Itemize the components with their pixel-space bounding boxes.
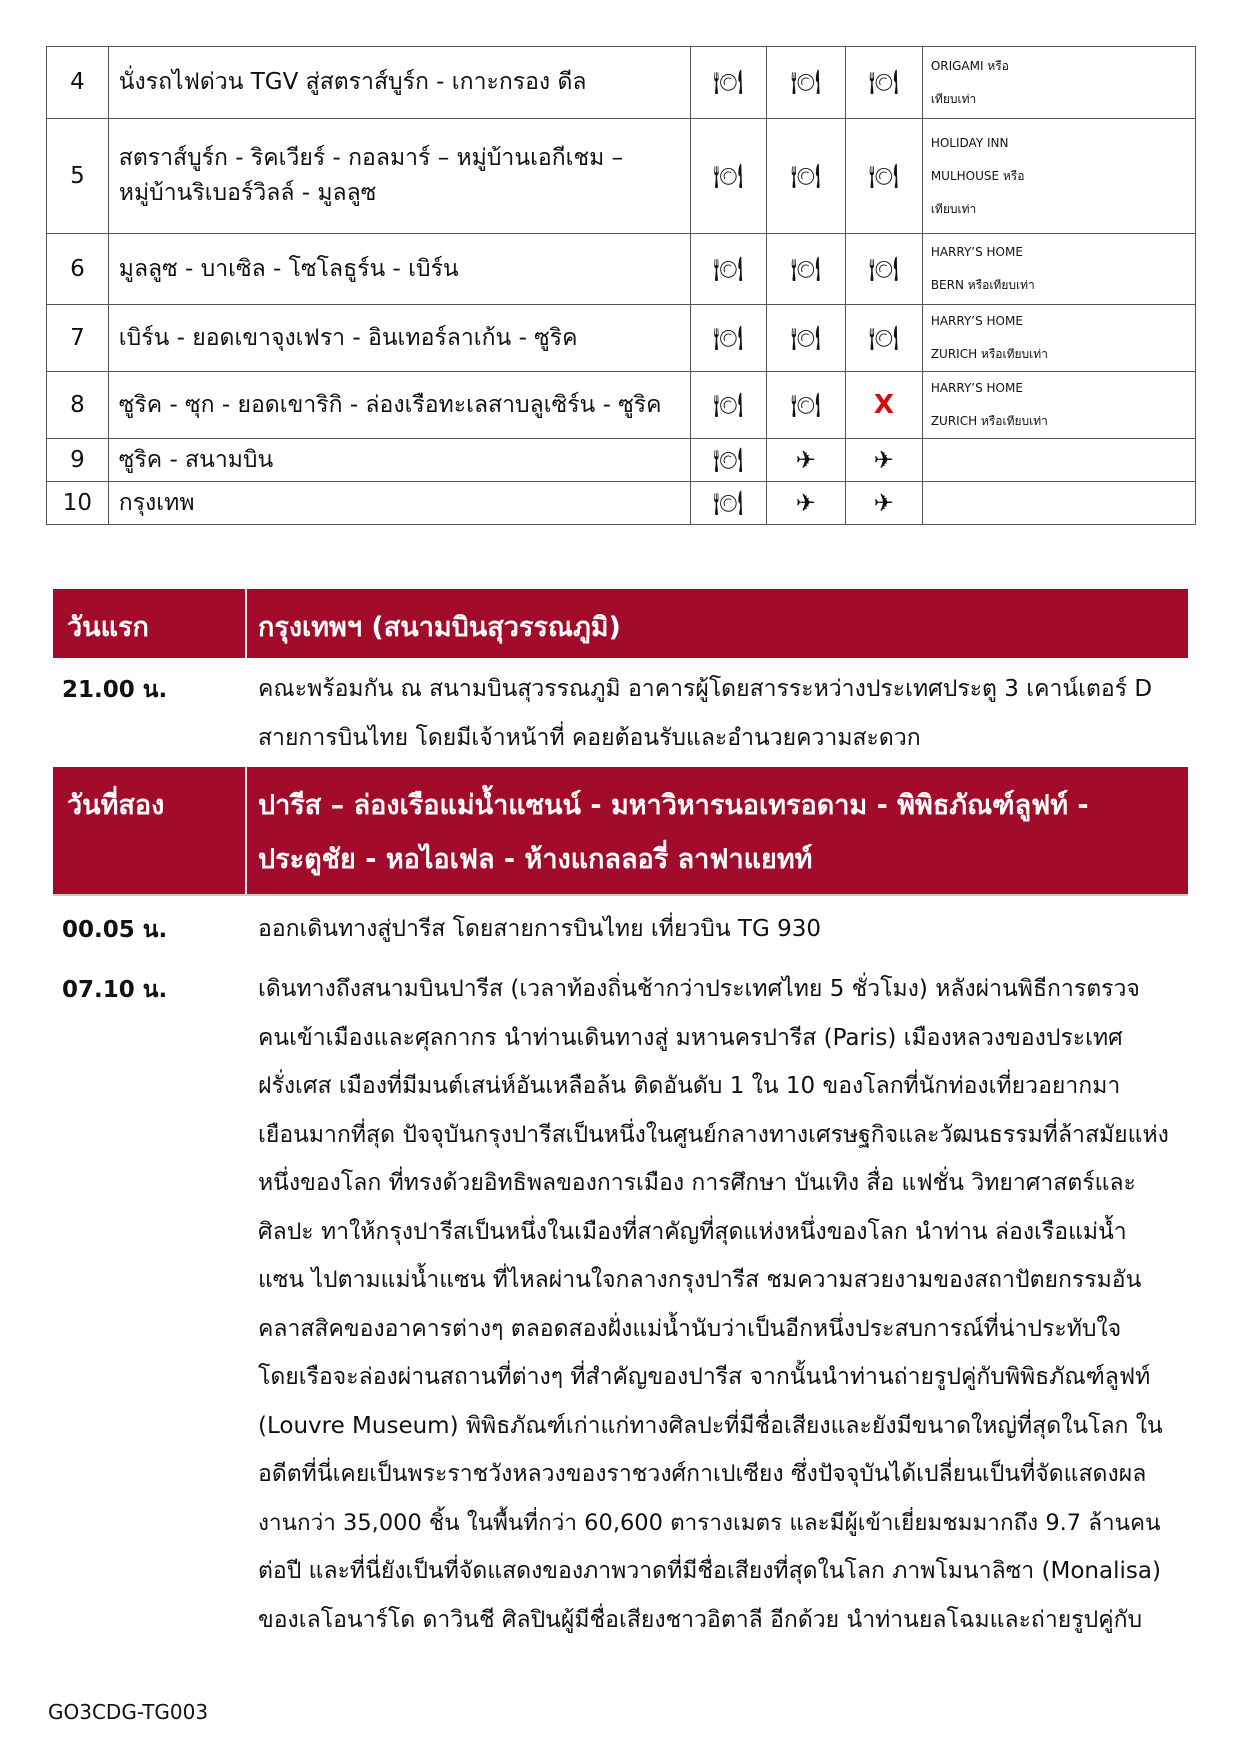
day2-time-departure: 00.05 น. (62, 917, 168, 943)
hotel-line: HARRY’S HOME (930, 381, 1023, 395)
dinner-icon: ✈ (845, 482, 922, 525)
day2-title-line2: ประตูชัย - หอไอเฟล - ห้างแกลลอรี่ ลาฟาแยทท์ (258, 844, 813, 875)
day2-body-line: อดีตที่นี่เคยเป็นพระราชวังหลวงของราชวงศ์กาเปเซียง ซึ่งปัจจุบันได้เปลี่ยนเป็นที่จัดแสดงผล (258, 1461, 1147, 1487)
table-row (47, 234, 1196, 305)
hotel-cell (922, 47, 1195, 119)
day2-departure-line: ออกเดินทางสู่ปารีส โดยสายการบินไทย เที่ยวบิน TG 930 (258, 916, 821, 942)
hotel-cell (922, 439, 1195, 482)
hotel-line: ZURICH หรือเทียบเท่า (930, 414, 1048, 428)
day-number: 10 (47, 482, 109, 525)
day1-time: 21.00 น. (62, 677, 168, 703)
route-line: นั่งรถไฟด่วน TGV สู่สตราส์บูร์ก - เกาะกรอง ดีล (118, 69, 587, 95)
route-line: เบิร์น - ยอดเขาจุงเฟรา - อินเทอร์ลาเก้น - ซูริค (118, 324, 578, 351)
lunch-icon: 🍽 (766, 119, 845, 234)
route-cell (108, 439, 690, 482)
hotel-line: เทียบเท่า (930, 91, 977, 106)
day-number: 8 (47, 372, 109, 439)
route-line: หมู่บ้านริเบอร์วิลล์ - มูลลูซ (118, 180, 377, 206)
hotel-line: HARRY’S HOME (930, 245, 1023, 259)
day2-body-line: หนึ่งของโลก ที่ทรงด้วยอิทธิพลของการเมือง การศึกษา บันเทิง สื่อ แฟชั่น วิทยาศาสตร์และ (258, 1170, 1136, 1196)
breakfast-icon: 🍽 (690, 119, 766, 234)
hotel-cell (922, 119, 1195, 234)
lunch-icon: 🍽 (766, 372, 845, 439)
table-row (47, 47, 1196, 119)
day1-header (53, 589, 1188, 658)
day1-text (258, 665, 1178, 762)
route-cell (108, 482, 690, 525)
route-line: สตราส์บูร์ก - ริคเวียร์ - กอลมาร์ – หมู่บ้านเอกีเชม – (118, 145, 624, 171)
table-row (47, 119, 1196, 234)
day1-line: สายการบินไทย โดยมีเจ้าหน้าที่ คอยต้อนรับและอำนวยความสะดวก (258, 724, 921, 751)
dinner-icon: 🍽 (845, 305, 922, 372)
day2-body-line: ต่อปี และที่นี่ยังเป็นที่จัดแสดงของภาพวาดที่มีชื่อเสียงที่สุดในโลก ภาพโมนาลิซา (Monalisa) (258, 1558, 1161, 1584)
hotel-cell (922, 305, 1195, 372)
day1-title: กรุงเทพฯ (สนามบินสุวรรณภูมิ) (258, 612, 621, 643)
lunch-icon: 🍽 (766, 234, 845, 305)
table-row (47, 482, 1196, 525)
table-row (47, 305, 1196, 372)
dinner-icon: ✈ (845, 439, 922, 482)
hotel-cell (922, 372, 1195, 439)
hotel-cell (922, 234, 1195, 305)
breakfast-icon: 🍽 (690, 439, 766, 482)
breakfast-icon: 🍽 (690, 482, 766, 525)
lunch-icon: 🍽 (766, 305, 845, 372)
day2-departure-text (258, 905, 1178, 954)
day2-body-line: งานกว่า 35,000 ชิ้น ในพื้นที่กว่า 60,600 ตารางเมตร และมีผู้เข้าเยี่ยมชมมากถึง 9.7 ล้านคน (258, 1509, 1161, 1536)
day2-header (53, 767, 1188, 894)
breakfast-icon: 🍽 (690, 372, 766, 439)
lunch-icon: ✈ (766, 482, 845, 525)
day2-body-line: แซน ไปตามแม่น้ำแซน ที่ไหลผ่านใจกลางกรุงปารีส ชมความสวยงามของสถาปัตยกรรมอัน (258, 1267, 1142, 1293)
dinner-icon: 🍽 (845, 119, 922, 234)
route-cell (108, 305, 690, 372)
divider (53, 894, 1188, 896)
dinner-icon: 🍽 (845, 234, 922, 305)
breakfast-icon: 🍽 (690, 234, 766, 305)
route-line: กรุงเทพ (118, 489, 195, 516)
dinner-icon: 🍽 (845, 47, 922, 119)
hotel-line: MULHOUSE หรือ (930, 168, 1025, 183)
hotel-line: BERN หรือเทียบเท่า (930, 278, 1035, 292)
day2-body-text (258, 965, 1178, 1644)
route-line: ซูริค - สนามบิน (118, 446, 274, 473)
day2-body-line: เยือนมากที่สุด ปัจจุบันกรุงปารีสเป็นหนึ่งในศูนย์กลางทางเศรษฐกิจและวัฒนธรรมที่ล้าสมัยแห่ง (258, 1121, 1169, 1148)
dinner-icon: X (845, 372, 922, 439)
day2-body-line: ศิลปะ ทาให้กรุงปารีสเป็นหนึ่งในเมืองที่สาคัญที่สุดแห่งหนึ่งของโลก นำท่าน ล่องเรือแม่น้ำ (258, 1218, 1127, 1245)
hotel-line: HOLIDAY INN (930, 135, 1009, 150)
table-row (47, 439, 1196, 482)
day2-body-line: ฝรั่งเศส เมืองที่มีมนต์เสน่ห์อันเหลือล้น ติดอันดับ 1 ใน 10 ของโลกที่นักท่องเที่ยวอยากมา (258, 1073, 1121, 1099)
day-number: 5 (47, 119, 109, 234)
day1-label: วันแรก (67, 612, 149, 643)
hotel-cell (922, 482, 1195, 525)
day2-body-line: (Louvre Museum) พิพิธภัณฑ์เก่าแก่ทางศิลปะที่มีชื่อเสียงและยังมีขนาดใหญ่ที่สุดในโลก ใน (258, 1412, 1163, 1439)
day2-body-line: คนเข้าเมืองและศุลกากร นำท่านเดินทางสู่ มหานครปารีส (Paris) เมืองหลวงของประเทศ (258, 1024, 1123, 1051)
lunch-icon: ✈ (766, 439, 845, 482)
route-line: มูลลูซ - บาเซิล - โซโลธูร์น - เบิร์น (118, 255, 459, 282)
route-cell (108, 119, 690, 234)
hotel-line: เทียบเท่า (930, 201, 977, 216)
day-number: 9 (47, 439, 109, 482)
itinerary-table (46, 46, 1196, 525)
day2-label: วันที่สอง (67, 790, 165, 821)
day1-line: คณะพร้อมกัน ณ สนามบินสุวรรณภูมิ อาคารผู้โดยสารระหว่างประเทศประตู 3 เคาน์เตอร์ D (258, 676, 1153, 702)
day-number: 4 (47, 47, 109, 119)
route-line: ซูริค - ซุก - ยอดเขาริกิ - ล่องเรือทะเลสาบลูเซิร์น - ซูริค (118, 391, 662, 418)
route-cell (108, 234, 690, 305)
day2-body-line: โดยเรือจะล่องผ่านสถานที่ต่างๆ ที่สำคัญของปารีส จากนั้นนำท่านถ่ายรูปคู่กับพิพิธภัณฑ์ลูฟท์ (258, 1364, 1151, 1390)
lunch-icon: 🍽 (766, 47, 845, 119)
day2-body-line: เดินทางถึงสนามบินปารีส (เวลาท้องถิ่นช้ากว่าประเทศไทย 5 ชั่วโมง) หลังผ่านพิธีการตรวจ (258, 976, 1140, 1002)
hotel-line: HARRY’S HOME (930, 314, 1023, 328)
day2-title-line1: ปารีส – ล่องเรือแม่น้ำแซนน์ - มหาวิหารนอเทรอดาม - พิพิธภัณฑ์ลูฟท์ - (258, 790, 1089, 821)
footer-code: GO3CDG-TG003 (48, 1700, 209, 1724)
route-cell (108, 47, 690, 119)
day2-body-line: คลาสสิคของอาคารต่างๆ ตลอดสองฝั่งแม่น้ำนับว่าเป็นอีกหนึ่งประสบการณ์ที่น่าประทับใจ (258, 1315, 1122, 1342)
hotel-line: ORIGAMI หรือ (930, 58, 1009, 73)
hotel-line: ZURICH หรือเทียบเท่า (930, 347, 1048, 361)
day2-body-line: ของเลโอนาร์โด ดาวินชี ศิลปินผู้มีชื่อเสียงชาวอิตาลี อีกด้วย นำท่านยลโฉมและถ่ายรูปคู่กับ (258, 1606, 1143, 1633)
route-cell (108, 372, 690, 439)
day-number: 7 (47, 305, 109, 372)
table-row (47, 372, 1196, 439)
breakfast-icon: 🍽 (690, 47, 766, 119)
day-number: 6 (47, 234, 109, 305)
day2-time-arrival: 07.10 น. (62, 977, 168, 1003)
breakfast-icon: 🍽 (690, 305, 766, 372)
